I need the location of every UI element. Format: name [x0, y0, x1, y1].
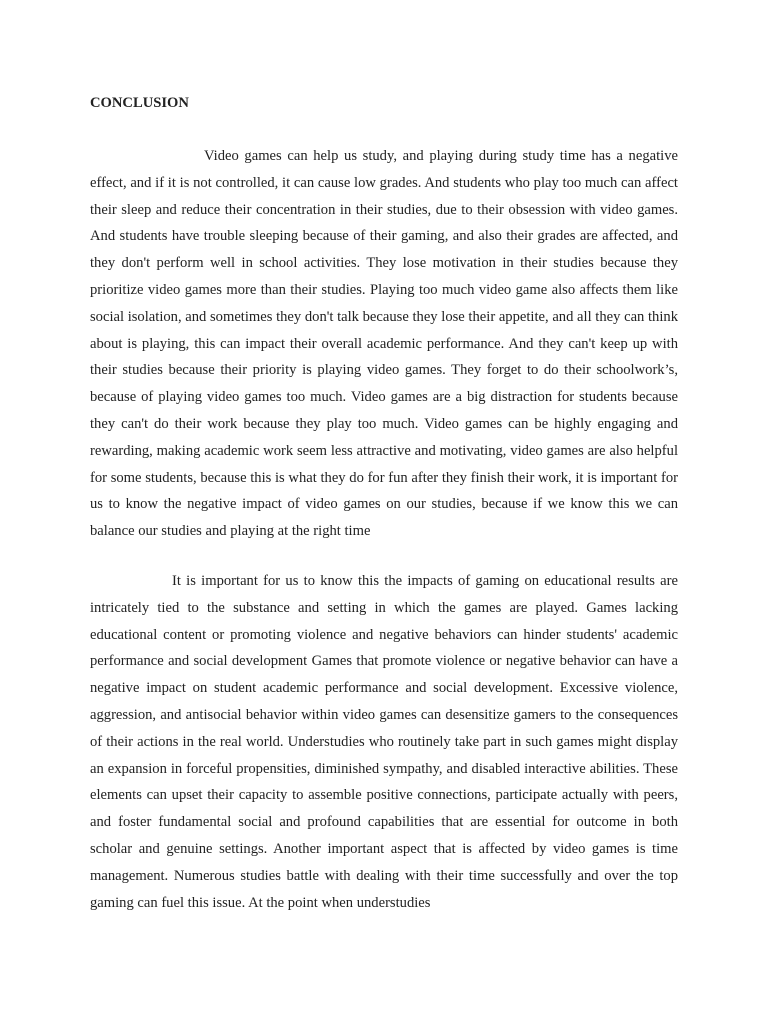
- document-page: [90, 90, 678, 916]
- conclusion-paragraph-1: Video games can help us study, and playing during study time has a negative effect, and if it is not controlled, it can cause low grades. And students who play too much can affect their sleep and reduce their concentration in their studies, due to their obsession with video games. And students have trouble sleeping because of their gaming, and also their grades are affected, and they don't perform well in school activities. They lose motivation in their studies because they prioritize video games more than their studies. Playing too much video game also affects them like social isolation, and sometimes they don't talk because they lose their appetite, and all they can think about is playing, this can impact their overall academic performance. And they can't keep up with their studies because their priority is playing video games. They forget to do their schoolwork’s, because of playing video games too much. Video games are a big distraction for students because they can't do their work because they play too much. Video games can be highly engaging and rewarding, making academic work seem less attractive and motivating, video games are also helpful for some students, because this is what they do for fun after they finish their work, it is important for us to know the negative impact of video games on our studies, because if we know this we can balance our studies and playing at the right time: [90, 148, 678, 540]
- conclusion-paragraph-2: It is important for us to know this the impacts of gaming on educational results are intricately tied to the substance and setting in which the games are played. Games lacking educational content or promoting violence and negative behaviors can hinder students' academic performance and social development Games that promote violence or negative behavior can have a negative impact on student academic performance and social development. Excessive violence, aggression, and antisocial behavior within video games can desensitize gamers to the consequences of their actions in the real world. Understudies who routinely take part in such games might display an expansion in forceful propensities, diminished sympathy, and disabled interactive abilities. These elements can upset their capacity to assemble positive connections, participate actually with peers, and foster fundamental social and profound capabilities that are essential for outcome in both scholar and genuine settings. Another important aspect that is affected by video games is time management. Numerous studies battle with dealing with their time successfully and over the top gaming can fuel this issue. At the point when understudies: [90, 572, 678, 911]
- section-heading: CONCLUSION: [90, 95, 189, 111]
